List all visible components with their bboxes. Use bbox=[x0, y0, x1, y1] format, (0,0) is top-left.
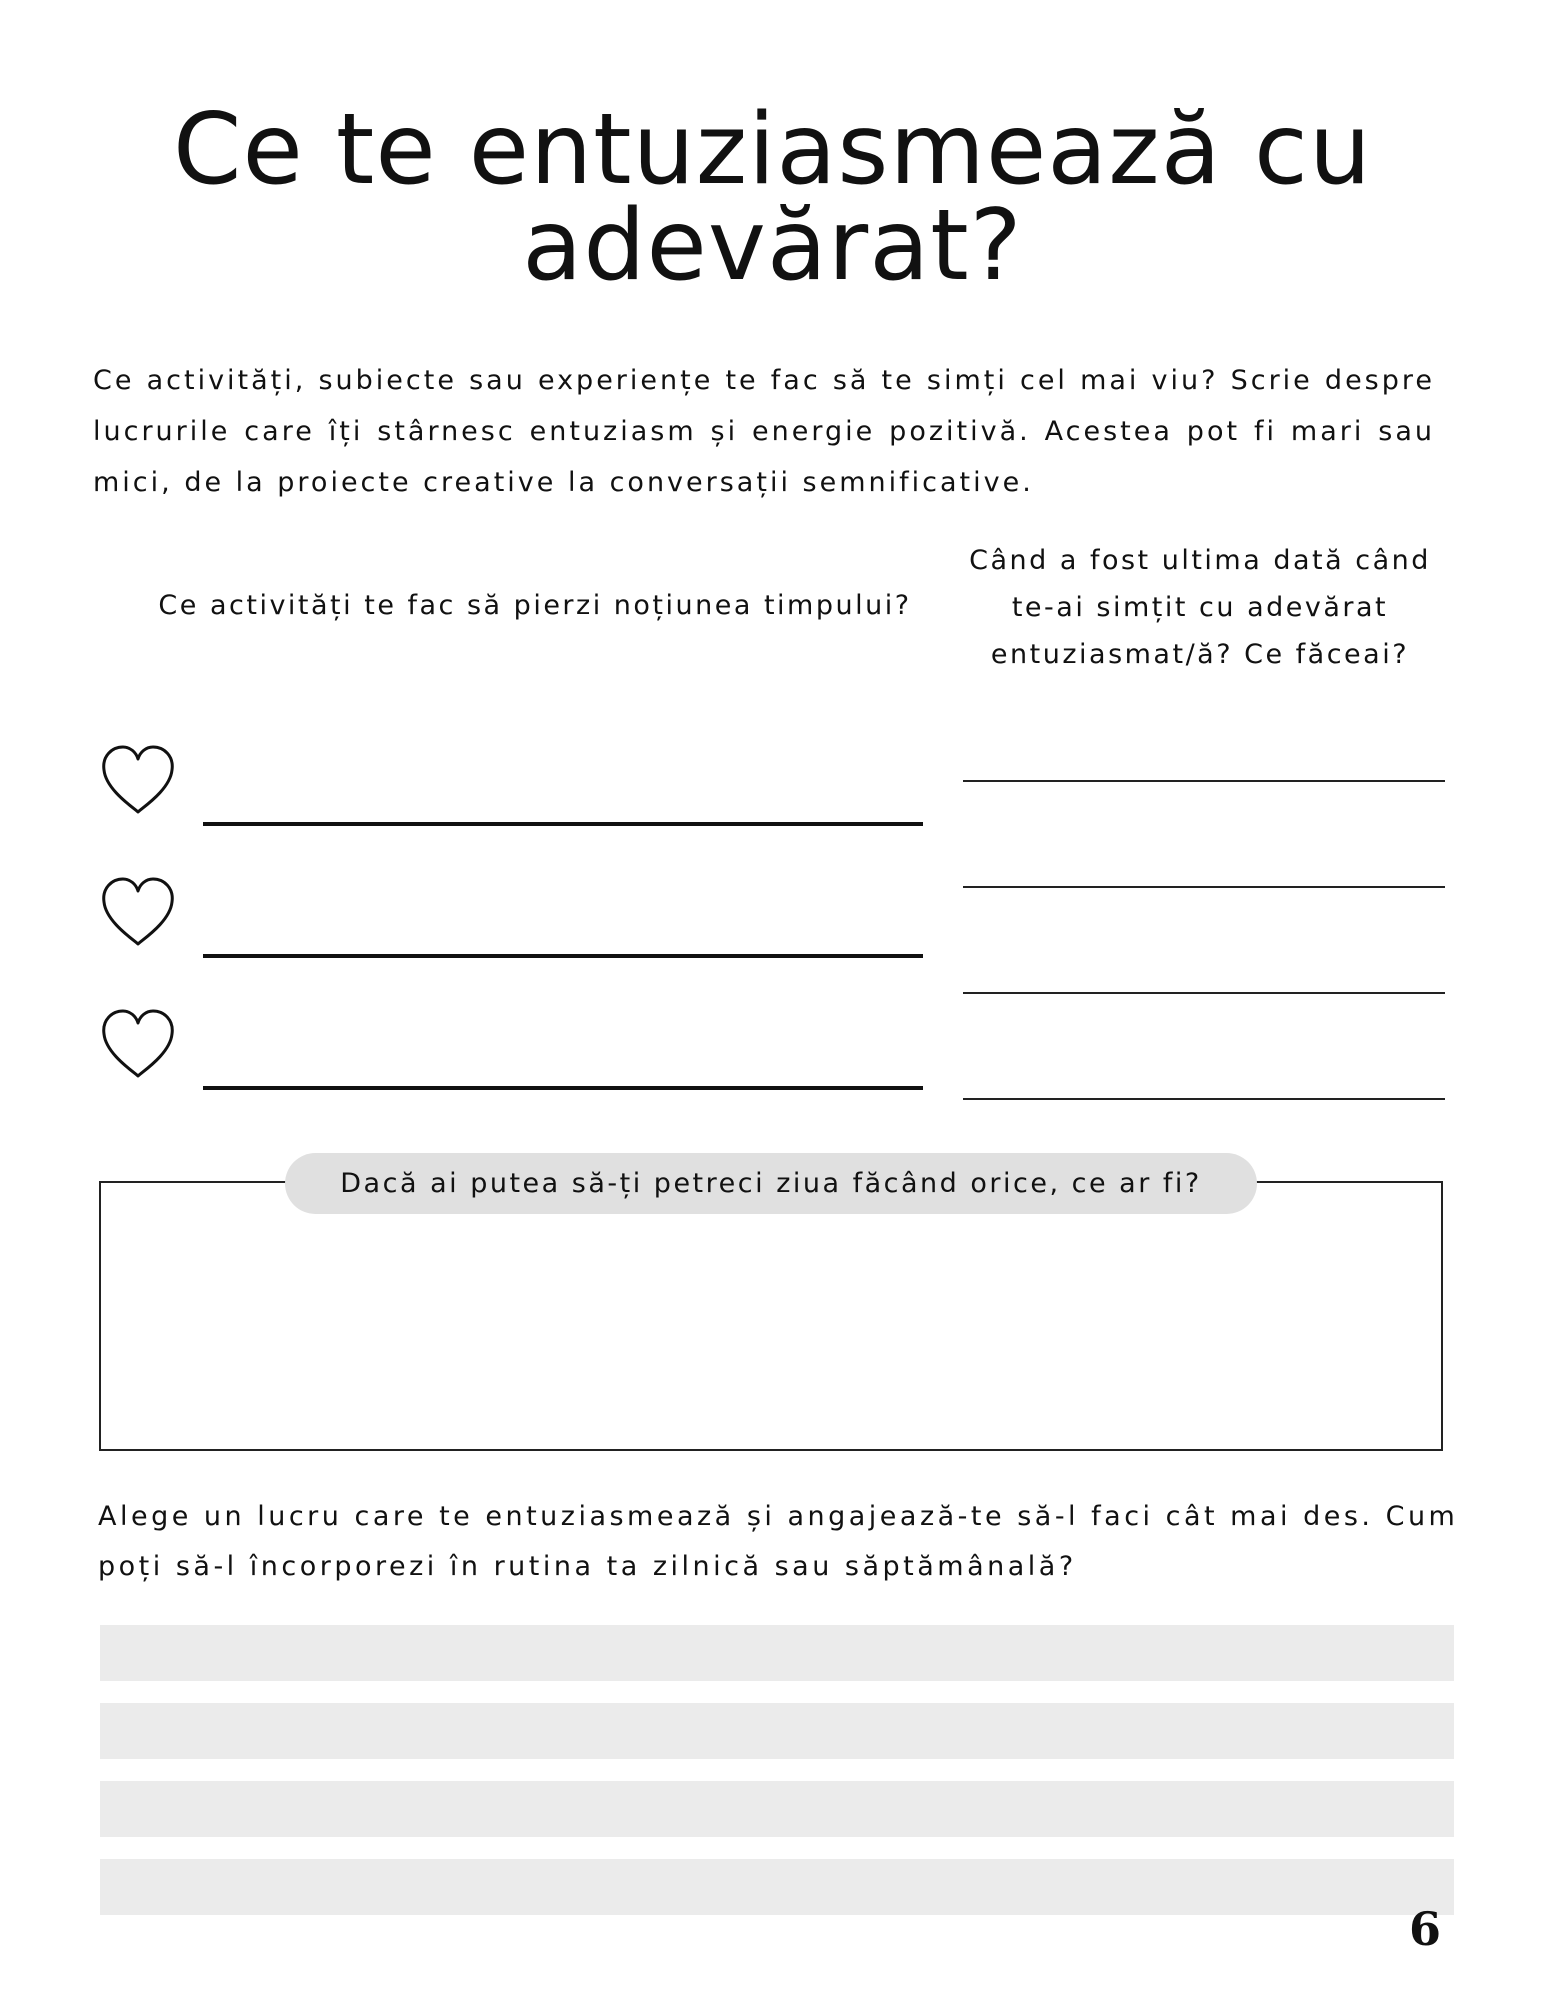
intro-paragraph: Ce activități, subiecte sau experiențe te fac să te simți cel mai viu? Scrie despre lucrurile care îți stârnesc entuziasm și energie pozitivă. Acestea pot fi mari sau mici, de la proiecte creative la conversații semnificative. bbox=[93, 365, 1435, 498]
answer-line-3[interactable] bbox=[203, 1086, 923, 1090]
writing-line-right-3[interactable] bbox=[963, 992, 1445, 994]
question-lose-track-of-time: Ce activități te fac să pierzi noțiunea timpului? bbox=[158, 590, 912, 621]
dream-day-box[interactable] bbox=[99, 1181, 1443, 1451]
writing-band-1[interactable] bbox=[100, 1625, 1454, 1681]
answer-line-1[interactable] bbox=[203, 822, 923, 826]
heart-icon bbox=[98, 742, 178, 822]
writing-line-right-4[interactable] bbox=[963, 1098, 1445, 1100]
writing-line-right-1[interactable] bbox=[963, 780, 1445, 782]
closing-prompt: Alege un lucru care te entuziasmează și angajează-te să-l faci cât mai des. Cum poți să-l încorporezi în rutina ta zilnică sau săptămânală? bbox=[98, 1501, 1459, 1582]
writing-band-3[interactable] bbox=[100, 1781, 1454, 1837]
question-last-time-excited: Când a fost ultima dată când te-ai simțit cu adevărat entuziasmat/ă? Ce făceai? bbox=[969, 545, 1431, 670]
writing-band-2[interactable] bbox=[100, 1703, 1454, 1759]
writing-line-right-2[interactable] bbox=[963, 886, 1445, 888]
page-number: 6 bbox=[1408, 1902, 1441, 1956]
dream-day-label: Dacă ai putea să-ți petreci ziua făcând orice, ce ar fi? bbox=[285, 1153, 1257, 1214]
heart-icon bbox=[98, 1006, 178, 1086]
heart-icon bbox=[98, 874, 178, 954]
answer-line-2[interactable] bbox=[203, 954, 923, 958]
writing-band-4[interactable] bbox=[100, 1859, 1454, 1915]
page-title: Ce te entuziasmează cu adevărat? bbox=[173, 93, 1372, 303]
